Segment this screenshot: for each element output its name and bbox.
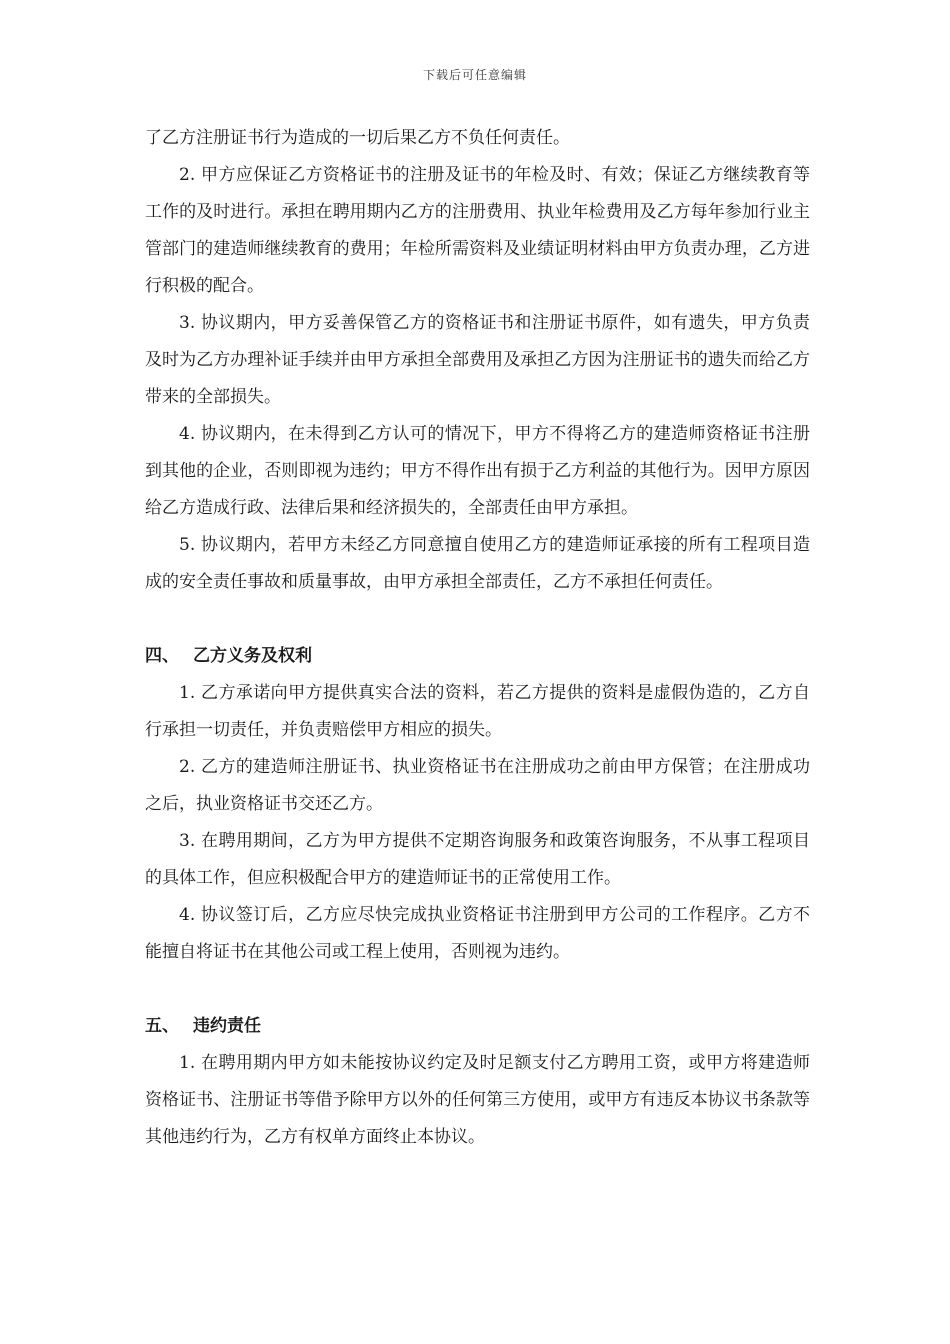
page-header-note: 下载后可任意编辑 [422, 68, 527, 82]
section4-paragraph-1: 1. 乙方承诺向甲方提供真实合法的资料，若乙方提供的资料是虚假伪造的，乙方自行承担一切责任，并负责赔偿甲方相应的损失。 [145, 683, 810, 740]
document-body [145, 120, 810, 1156]
section-title: 乙方义务及权利 [193, 646, 312, 666]
paragraph-item-2: 2. 甲方应保证乙方资格证书的注册及证书的年检及时、有效；保证乙方继续教育等工作的及时进行。承担在聘用期内乙方的注册费用、执业年检费用及乙方每年参加行业主管部门的建造师继续教育的费用；年检所需资料及业绩证明材料由甲方负责办理，乙方进行积极的配合。 [145, 165, 810, 296]
section-heading-4 [145, 638, 810, 675]
section4-paragraph-4: 4. 协议签订后，乙方应尽快完成执业资格证书注册到甲方公司的工作程序。乙方不能擅自将证书在其他公司或工程上使用，否则视为违约。 [145, 905, 810, 962]
section4-paragraph-3: 3. 在聘用期间，乙方为甲方提供不定期咨询服务和政策咨询服务，不从事工程项目的具体工作，但应积极配合甲方的建造师证书的正常使用工作。 [145, 831, 810, 888]
section4-paragraph-2: 2. 乙方的建造师注册证书、执业资格证书在注册成功之前由甲方保管；在注册成功之后，执业资格证书交还乙方。 [145, 757, 810, 814]
paragraph-item-4: 4. 协议期内，在未得到乙方认可的情况下，甲方不得将乙方的建造师资格证书注册到其他的企业，否则即视为违约；甲方不得作出有损于乙方利益的其他行为。因甲方原因给乙方造成行政、法律后果和经济损失的，全部责任由甲方承担。 [145, 424, 810, 518]
paragraph-item-3: 3. 协议期内，甲方妥善保管乙方的资格证书和注册证书原件，如有遗失，甲方负责及时为乙方办理补证手续并由甲方承担全部费用及承担乙方因为注册证书的遗失而给乙方带来的全部损失。 [145, 313, 810, 407]
paragraph-item-5: 5. 协议期内，若甲方未经乙方同意擅自使用乙方的建造师证承接的所有工程项目造成的安全责任事故和质量事故，由甲方承担全部责任，乙方不承担任何责任。 [145, 535, 810, 592]
section-heading-5 [145, 1008, 810, 1045]
section-title: 违约责任 [193, 1016, 261, 1036]
section-spacer [145, 971, 810, 1008]
section-number: 四、 [145, 646, 179, 666]
section-spacer [145, 601, 810, 638]
section-number: 五、 [145, 1016, 179, 1036]
paragraph-continuation: 了乙方注册证书行为造成的一切后果乙方不负任何责任。 [145, 128, 570, 148]
section5-paragraph-1: 1. 在聘用期内甲方如未能按协议约定及时足额支付乙方聘用工资，或甲方将建造师资格证书、注册证书等借予除甲方以外的任何第三方使用，或甲方有违反本协议书条款等其他违约行为，乙方有权单方面终止本协议。 [145, 1053, 810, 1147]
